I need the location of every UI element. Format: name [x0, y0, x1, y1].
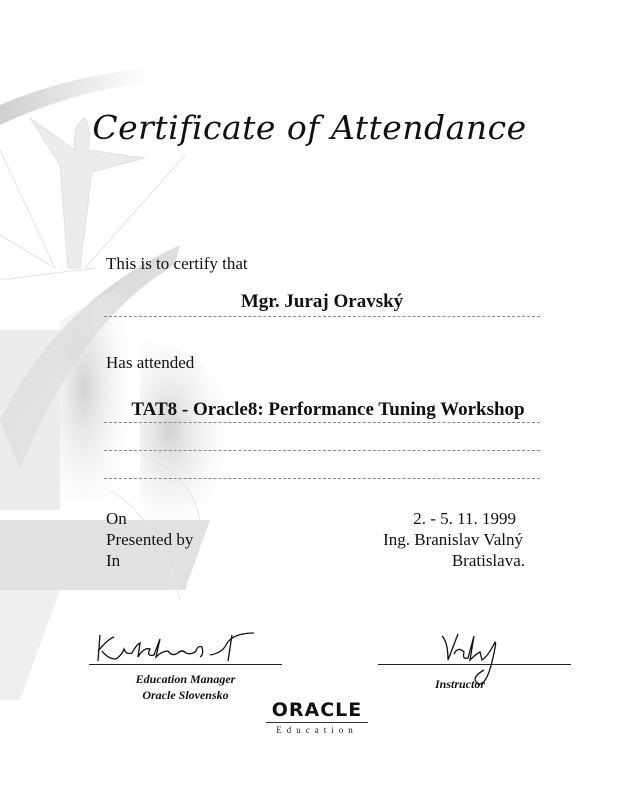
on-label: On: [106, 509, 127, 528]
manager-signature-line: [89, 664, 282, 665]
attended-label: Has attended: [106, 353, 195, 372]
date-value: 2. - 5. 11. 1999: [413, 509, 516, 528]
recipient-name: Mgr. Juraj Oravský: [240, 291, 404, 312]
manager-signature: [92, 625, 262, 665]
manager-organization: Oracle Slovensko: [142, 688, 229, 702]
presented-by-label: Presented by: [106, 530, 194, 549]
recipient-line: [104, 316, 540, 317]
oracle-wordmark: ORACLE: [271, 699, 363, 721]
course-line-2: [104, 450, 540, 451]
oracle-education-logo: [262, 700, 372, 736]
logo-divider: [266, 722, 368, 723]
presenter-value: Ing. Branislav Valný: [383, 530, 523, 549]
certificate-title: Certificate of Attendance: [92, 108, 527, 147]
manager-role: Education Manager: [135, 672, 236, 686]
instructor-role: Instructor: [434, 677, 486, 691]
instructor-signature-line: [378, 664, 571, 665]
certify-label: This is to certify that: [106, 254, 248, 273]
course-title: TAT8 - Oracle8: Performance Tuning Workshop: [131, 399, 525, 420]
manager-caption: [89, 671, 282, 703]
course-line-3: [104, 478, 540, 479]
education-label: Education: [276, 725, 358, 735]
location-value: Bratislava.: [451, 551, 525, 570]
in-label: In: [106, 551, 121, 570]
course-line-1: [104, 422, 540, 423]
